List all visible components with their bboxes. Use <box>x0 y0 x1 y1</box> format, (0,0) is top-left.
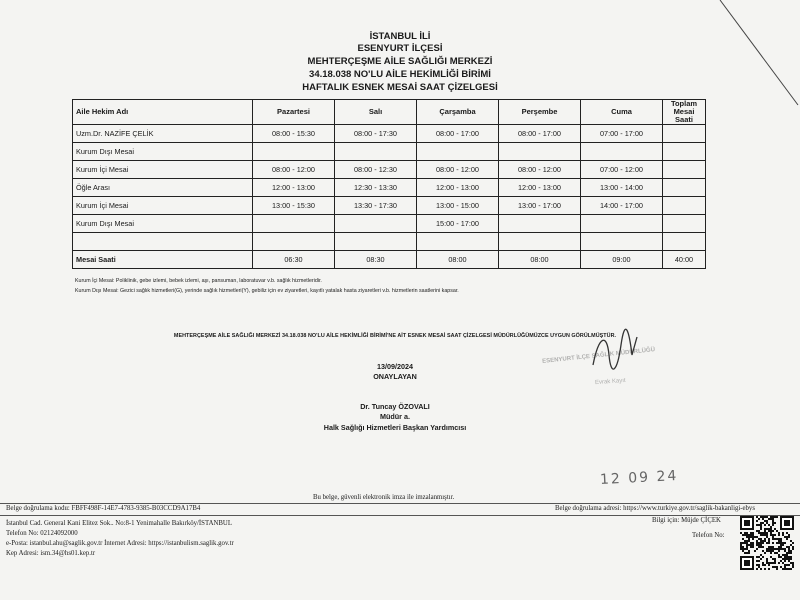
header-unit: 34.18.038 NO'LU AİLE HEKİMLİĞİ BİRİMİ <box>309 69 491 80</box>
table-cell <box>499 143 581 161</box>
row-label: Uzm.Dr. NAZİFE ÇELİK <box>73 125 253 143</box>
table-cell: 09:00 <box>581 251 663 269</box>
col-header-monday: Pazartesi <box>253 100 335 125</box>
table-cell <box>417 143 499 161</box>
phone-right: Telefon No: <box>692 532 725 539</box>
header-province: İSTANBUL İLİ <box>369 31 431 42</box>
col-header-total: Toplam Mesai Saati <box>663 100 706 125</box>
table-cell <box>253 215 335 233</box>
table-cell: 08:00 - 17:30 <box>335 125 417 143</box>
table-cell <box>663 179 706 197</box>
table-cell: 08:00 - 12:00 <box>417 161 499 179</box>
table-row <box>73 197 706 215</box>
note-outer-service: Kurum Dışı Mesai: Gezici sağlık hizmetleri(G), yerinde sağlık hizmetleri(Y), gebiliz için ev ziyaretleri, kayıtlı yatalak hasta ziyaretleri v.b. hizmetlerin saatlerini kapsar. <box>75 288 459 294</box>
table-cell <box>663 143 706 161</box>
stamp-line2: Evrak Kayıt <box>594 377 626 387</box>
table-row <box>73 143 706 161</box>
row-label: Kurum Dışı Mesai <box>73 143 253 161</box>
schedule-table <box>72 99 706 269</box>
scan-edge-line <box>700 0 800 110</box>
approval-statement: MEHTERÇEŞME AİLE SAĞLIĞI MERKEZİ 34.18.038 NO'LU AİLE HEKİMLİĞİ BİRİMİ'NE AİT ESNEK MESAİ SAAT ÇİZELGESİ MÜDÜRLÜĞÜMÜZCE UYGUN GÖRÜLMÜŞTÜR. <box>173 333 617 339</box>
table-cell: 12:00 - 13:00 <box>253 179 335 197</box>
table-cell <box>335 215 417 233</box>
footer-divider-bottom <box>0 515 800 516</box>
table-row <box>73 233 706 251</box>
kep-address: Kep Adresi: ism.34@hs01.kep.tr <box>6 550 96 557</box>
note-inner-service: Kurum İçi Mesai: Poliklinik, gebe izlemi, bebek izlemi, aşı, pansuman, laboratuvar v.b. sağlık hizmetleridir. <box>75 278 322 284</box>
signatory-title1: Müdür a. <box>380 412 410 421</box>
signature-scribble <box>585 325 645 375</box>
table-cell <box>663 125 706 143</box>
signatory-name: Dr. Tuncay ÖZOVALI <box>360 402 430 411</box>
table-cell <box>663 161 706 179</box>
table-cell: 14:00 - 17:00 <box>581 197 663 215</box>
table-cell <box>663 197 706 215</box>
row-label: Mesai Saati <box>73 251 253 269</box>
phone: Telefon No: 02124092000 <box>6 530 78 537</box>
col-header-tuesday: Salı <box>335 100 417 125</box>
table-cell: 08:30 <box>335 251 417 269</box>
table-cell: 12:00 - 13:00 <box>417 179 499 197</box>
table-cell: 40:00 <box>663 251 706 269</box>
col-header-friday: Cuma <box>581 100 663 125</box>
table-cell <box>581 233 663 251</box>
table-cell <box>663 215 706 233</box>
table-cell: 08:00 - 17:00 <box>499 125 581 143</box>
approval-date: 13/09/2024 <box>377 362 413 371</box>
table-cell: 07:00 - 17:00 <box>581 125 663 143</box>
table-cell: 08:00 - 15:30 <box>253 125 335 143</box>
table-cell <box>581 143 663 161</box>
approval-status: ONAYLAYAN <box>373 372 417 381</box>
table-row <box>73 215 706 233</box>
table-cell <box>335 233 417 251</box>
table-total-row <box>73 251 706 269</box>
table-cell: 08:00 <box>417 251 499 269</box>
table-cell <box>663 233 706 251</box>
header-district: ESENYURT İLÇESİ <box>357 43 443 54</box>
table-cell: 12:30 - 13:30 <box>335 179 417 197</box>
table-cell: 12:00 - 13:00 <box>499 179 581 197</box>
table-cell <box>499 233 581 251</box>
table-cell <box>499 215 581 233</box>
verification-url: Belge doğrulama adresi: https://www.turkiye.gov.tr/saglik-bakanligi-ebys <box>555 505 755 512</box>
table-cell: 08:00 <box>499 251 581 269</box>
table-cell: 13:30 - 17:30 <box>335 197 417 215</box>
stamp-line1: ESENYURT İLÇE SAĞLIK MÜDÜRLÜĞÜ <box>541 347 656 365</box>
table-cell: 13:00 - 15:30 <box>253 197 335 215</box>
table-header-row <box>73 100 706 125</box>
qr-code <box>740 516 794 570</box>
table-cell <box>335 143 417 161</box>
row-label: Kurum İçi Mesai <box>73 161 253 179</box>
signatory-title2: Halk Sağlığı Hizmetleri Başkan Yardımcısı <box>323 423 467 432</box>
table-cell: 13:00 - 14:00 <box>581 179 663 197</box>
table-cell: 13:00 - 17:00 <box>499 197 581 215</box>
table-cell <box>253 143 335 161</box>
row-label: Kurum Dışı Mesai <box>73 215 253 233</box>
handwritten-date: 12 09 24 <box>599 467 679 489</box>
col-header-thursday: Perşembe <box>499 100 581 125</box>
col-header-doctor: Aile Hekim Adı <box>73 100 253 125</box>
table-cell: 15:00 - 17:00 <box>417 215 499 233</box>
footer-divider-top <box>0 503 800 504</box>
header-center: MEHTERÇEŞME AİLE SAĞLIĞI MERKEZİ <box>307 56 493 67</box>
table-cell: 08:00 - 12:30 <box>335 161 417 179</box>
table-cell <box>253 233 335 251</box>
table-row <box>73 179 706 197</box>
info-contact: Bilgi için: Müjde ÇİÇEK <box>652 517 721 524</box>
email-web: e-Posta: istanbul.ahu@saglik.gov.tr İnternet Adresi: https://istanbulism.saglik.gov.tr <box>6 540 234 547</box>
col-header-wednesday: Çarşamba <box>417 100 499 125</box>
table-row <box>73 125 706 143</box>
table-cell: 08:00 - 12:00 <box>253 161 335 179</box>
header-title: HAFTALIK ESNEK MESAİ SAAT ÇİZELGESİ <box>302 82 498 93</box>
row-label <box>73 233 253 251</box>
table-cell <box>417 233 499 251</box>
table-cell: 06:30 <box>253 251 335 269</box>
address: İstanbul Cad. General Kani Elitez Sok.. No:8-1 Yenimahalle Bakırköy/İSTANBUL <box>6 520 232 527</box>
table-cell: 07:00 - 12:00 <box>581 161 663 179</box>
row-label: Kurum İçi Mesai <box>73 197 253 215</box>
table-cell: 13:00 - 15:00 <box>417 197 499 215</box>
table-cell: 08:00 - 12:00 <box>499 161 581 179</box>
table-cell: 08:00 - 17:00 <box>417 125 499 143</box>
row-label: Öğle Arası <box>73 179 253 197</box>
table-cell <box>581 215 663 233</box>
verification-code: Belge doğrulama kodu: FBFF498F-14E7-4783-9385-B03CCD9A17B4 <box>6 505 201 512</box>
table-row <box>73 161 706 179</box>
esign-note: Bu belge, güvenli elektronik imza ile imzalanmıştır. <box>313 494 455 501</box>
